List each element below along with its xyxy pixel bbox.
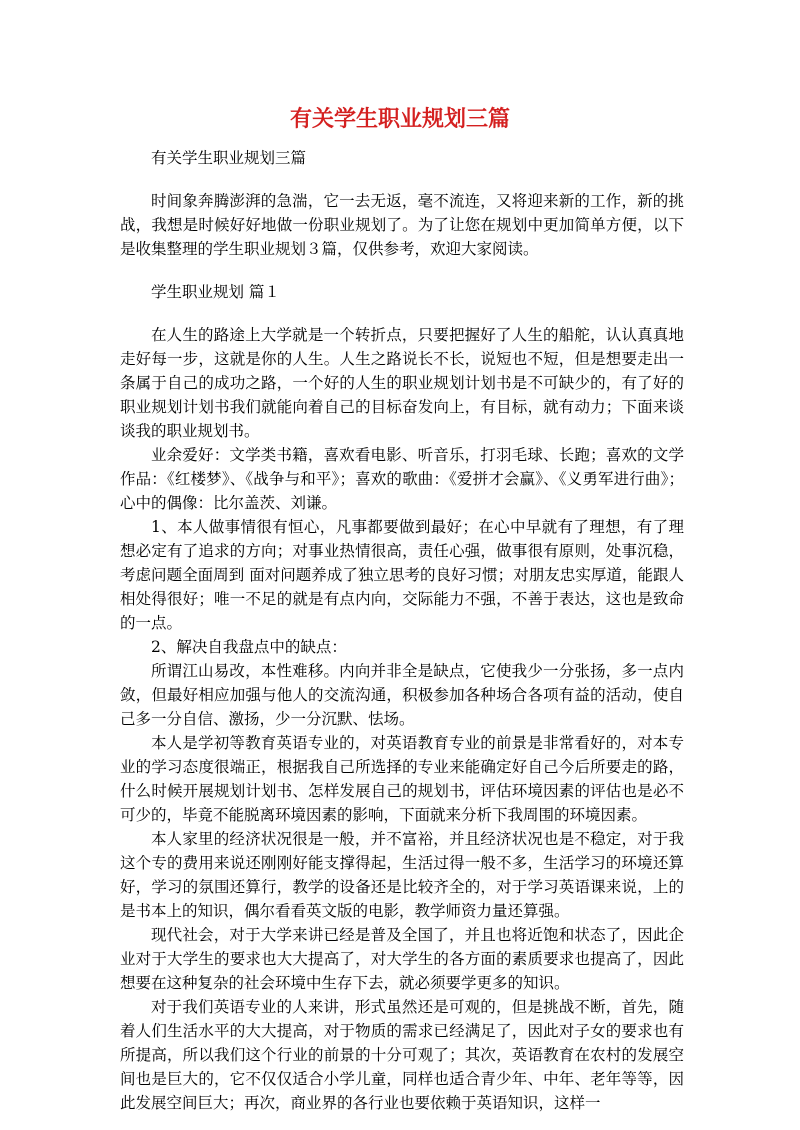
document-subtitle: 有关学生职业规划三篇 bbox=[151, 149, 307, 167]
paragraph: 所谓江山易改，本性难移。内向并非全是缺点，它使我少一分张扬，多一点内敛，但最好相应加强与他人的交流沟通，积极参加各种场合各项有益的活动，使自己多一分自信、激扬，少一分沉默、怯场。 bbox=[120, 662, 684, 728]
section-heading: 学生职业规划 篇１ bbox=[151, 283, 280, 301]
spacer bbox=[120, 261, 684, 280]
paragraph: 本人是学初等教育英语专业的，对英语教育专业的前景是非常看好的，对本专业的学习态度很端正，根据我自己所选择的专业来能确定好自己今后所要走的路，什么时候开展规划计划书、怎样发展自己的规划书，评估环境因素的评估也是必不可少的，毕竟不能脱离环境因素的影响，下面就来分析下我周围的环境因素。 bbox=[120, 734, 684, 824]
paragraph: 对于我们英语专业的人来讲，形式虽然还是可观的，但是挑战不断，首先，随着人们生活水平的大大提高，对于物质的需求已经满足了，因此对子女的要求也有所提高，所以我们这个行业的前景的十分可观了；其次，英语教育在农村的发展空间也是巨大的，它不仅仅适合小学儿童，同样也适合青少年、中年、老年等等，因此发展空间巨大；再次，商业界的各行业也要依赖于英语知识，这样一 bbox=[120, 998, 684, 1112]
document-title: 有关学生职业规划三篇 bbox=[289, 106, 510, 132]
paragraph: 本人家里的经济状况很是一般，并不富裕，并且经济状况也是不稳定，对于我这个专的费用来说还刚刚好能支撑得起，生活过得一般不多，生活学习的环境还算好，学习的氛围还算行，教学的设备还是比较齐全的，对于学习英语课来说，上的是书本上的知识，偶尔看看英文版的电影，教学师资力量还算强。 bbox=[120, 830, 684, 920]
paragraph: 现代社会，对于大学来讲已经是普及全国了，并且也将近饱和状态了，因此企业对于大学生的要求也大大提高了，对大学生的各方面的素质要求也提高了，因此想要在这种复杂的社会环境中生存下去，就必须要学更多的知识。 bbox=[120, 926, 684, 992]
paragraph: 1、本人做事情很有恒心，凡事都要做到最好；在心中早就有了理想，有了理想必定有了追求的方向；对事业热情很高，责任心强，做事很有原则，处事沉稳，考虑问题全面周到 面对问题养成了独立思考的良好习惯；对朋友忠实厚道，能跟人相处得很好；唯一不足的就是有点内向，交际能力不强，不善于表达，这也是致命的一点。 bbox=[120, 518, 684, 632]
spacer bbox=[120, 170, 684, 189]
document-body bbox=[120, 146, 684, 1115]
paragraph: 2、解决自我盘点中的缺点： bbox=[151, 638, 347, 656]
spacer bbox=[120, 304, 684, 323]
intro-paragraph: 时间象奔腾澎湃的急湍，它一去无返，毫不流连，又将迎来新的工作，新的挑战，我想是时候好好地做一份职业规划了。为了让您在规划中更加简单方便，以下是收集整理的学生职业规划３篇，仅供参考，欢迎大家阅读。 bbox=[120, 192, 684, 258]
paragraph: 在人生的路途上大学就是一个转折点，只要把握好了人生的船舵，认认真真地走好每一步，这就是你的人生。人生之路说长不长，说短也不短，但是想要走出一条属于自己的成功之路，一个好的人生的职业规划计划书是不可缺少的，有了好的职业规划计划书我们就能向着自己的目标奋发向上，有目标，就有动力；下面来谈谈我的职业规划书。 bbox=[120, 326, 684, 440]
paragraph: 业余爱好：文学类书籍，喜欢看电影、听音乐，打羽毛球、长跑；喜欢的文学作品：《红楼梦》、《战争与和平》；喜欢的歌曲：《爱拼才会赢》、《义勇军进行曲》；心中的偶像：比尔盖茨、刘谦。 bbox=[120, 446, 684, 512]
